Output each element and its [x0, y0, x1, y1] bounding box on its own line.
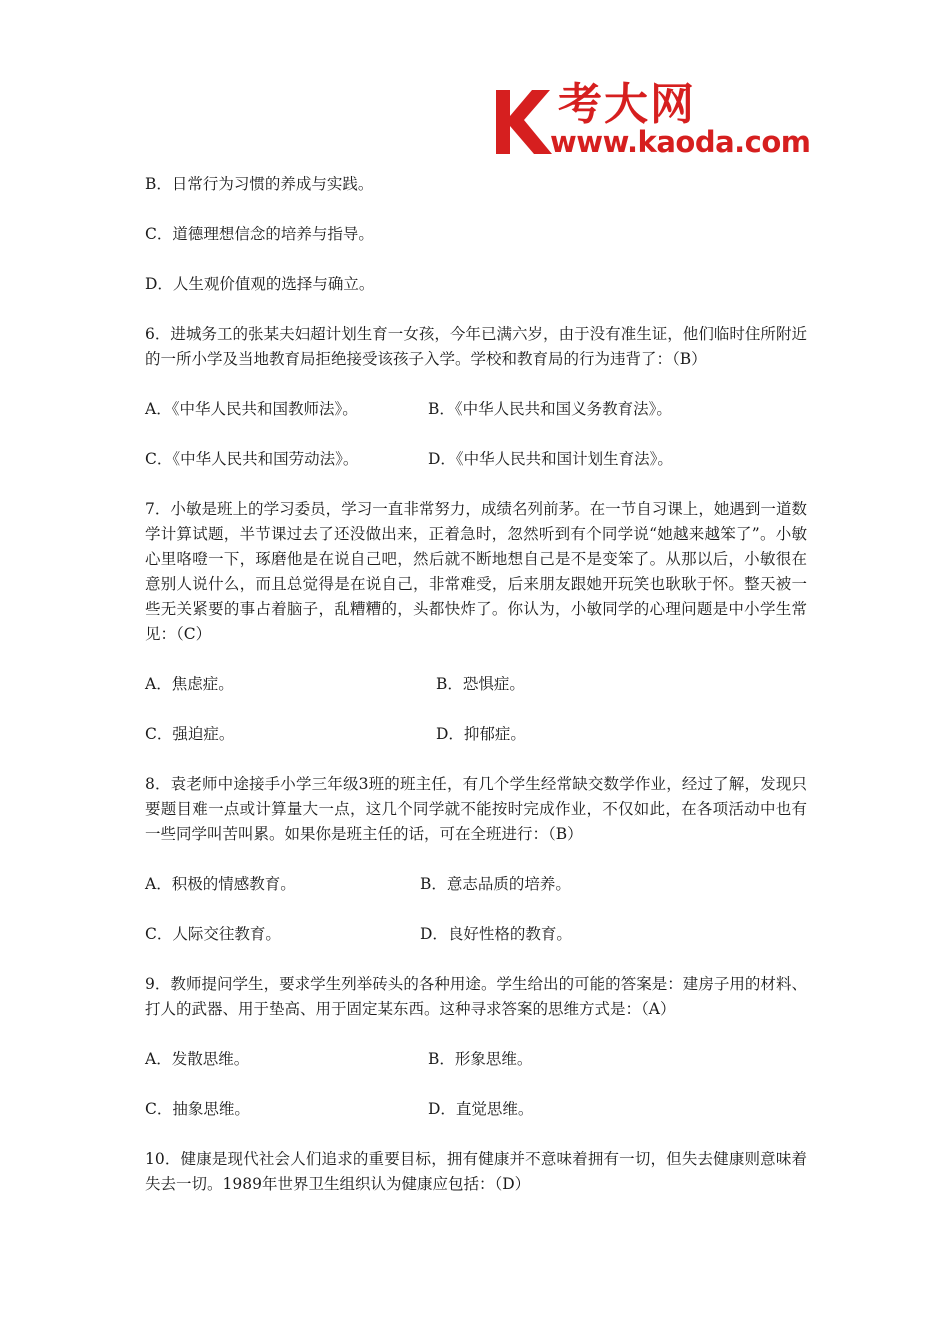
- question-9-stem: 9．教师提问学生，要求学生列举砖头的各种用途。学生给出的可能的答案是：建房子用的材料、打人的武器、用于垫高、用于固定某东西。这种寻求答案的思维方式是：（A）: [145, 975, 807, 1018]
- document-body: [145, 172, 807, 1197]
- logo-name-cn: 考大网: [558, 79, 696, 130]
- option-c: C．人际交往教育。: [145, 925, 281, 943]
- option-c: C．强迫症。: [145, 725, 235, 743]
- option-d: D．抑郁症。: [436, 725, 526, 743]
- option-b: B．《中华人民共和国义务教育法》。: [428, 400, 672, 418]
- option-b: B．形象思维。: [428, 1050, 533, 1068]
- k-logo-icon: [492, 86, 554, 158]
- option-d: D．《中华人民共和国计划生育法》。: [428, 450, 673, 468]
- question-7-stem: 7．小敏是班上的学习委员，学习一直非常努力，成绩名列前茅。在一节自习课上，她遇到一道数学计算试题，半节课过去了还没做出来，正着急时，忽然听到有个同学说“她越来越笨了”。小敏心里咯噔一下，琢磨他是在说自己吧，然后就不断地想自己是不是变笨了。从那以后，小敏很在意别人说什么，而且总觉得是在说自己，非常难受，后来朋友跟她开玩笑也耿耿于怀。整天被一些无关紧要的事占着脑子，乱糟糟的，头都快炸了。你认为，小敏同学的心理问题是中小学生常见：（C）: [145, 500, 807, 643]
- option-d: D．直觉思维。: [428, 1100, 534, 1118]
- option-a: A．焦虑症。: [145, 675, 234, 693]
- question-6-options-cd: [145, 447, 807, 472]
- option-d-q5: D．人生观价值观的选择与确立。: [145, 275, 375, 293]
- option-d: D．良好性格的教育。: [420, 925, 572, 943]
- question-6-stem: 6．进城务工的张某夫妇超计划生育一女孩，今年已满六岁，由于没有准生证，他们临时住所附近的一所小学及当地教育局拒绝接受该孩子入学。学校和教育局的行为违背了：（B）: [145, 325, 807, 368]
- kaoda-logo: [492, 80, 810, 160]
- question-10-stem: 10．健康是现代社会人们追求的重要目标，拥有健康并不意味着拥有一切，但失去健康则意味着失去一切。1989年世界卫生组织认为健康应包括：（D）: [145, 1150, 807, 1193]
- question-8-options-ab: [145, 872, 807, 897]
- option-a: A．《中华人民共和国教师法》。: [145, 400, 358, 418]
- option-a: A．积极的情感教育。: [145, 875, 296, 893]
- question-8-options-cd: [145, 922, 807, 947]
- question-9-options-ab: [145, 1047, 807, 1072]
- question-9-options-cd: [145, 1097, 807, 1122]
- option-c-q5: C．道德理想信念的培养与指导。: [145, 225, 374, 243]
- question-6-options-ab: [145, 397, 807, 422]
- option-a: A．发散思维。: [145, 1050, 250, 1068]
- question-7-options-ab: [145, 672, 807, 697]
- option-b-q5: B．日常行为习惯的养成与实践。: [145, 175, 374, 193]
- option-c: C．《中华人民共和国劳动法》。: [145, 450, 359, 468]
- question-7-options-cd: [145, 722, 807, 747]
- option-b: B．恐惧症。: [436, 675, 525, 693]
- question-8-stem: 8．袁老师中途接手小学三年级3班的班主任，有几个学生经常缺交数学作业，经过了解，发现只要题目难一点或计算量大一点，这几个同学就不能按时完成作业，不仅如此，在各项活动中也有一些同学叫苦叫累。如果你是班主任的话，可在全班进行：（B）: [145, 775, 807, 843]
- option-b: B．意志品质的培养。: [420, 875, 571, 893]
- logo-url: www.kaoda.com: [550, 125, 811, 159]
- option-c: C．抽象思维。: [145, 1100, 250, 1118]
